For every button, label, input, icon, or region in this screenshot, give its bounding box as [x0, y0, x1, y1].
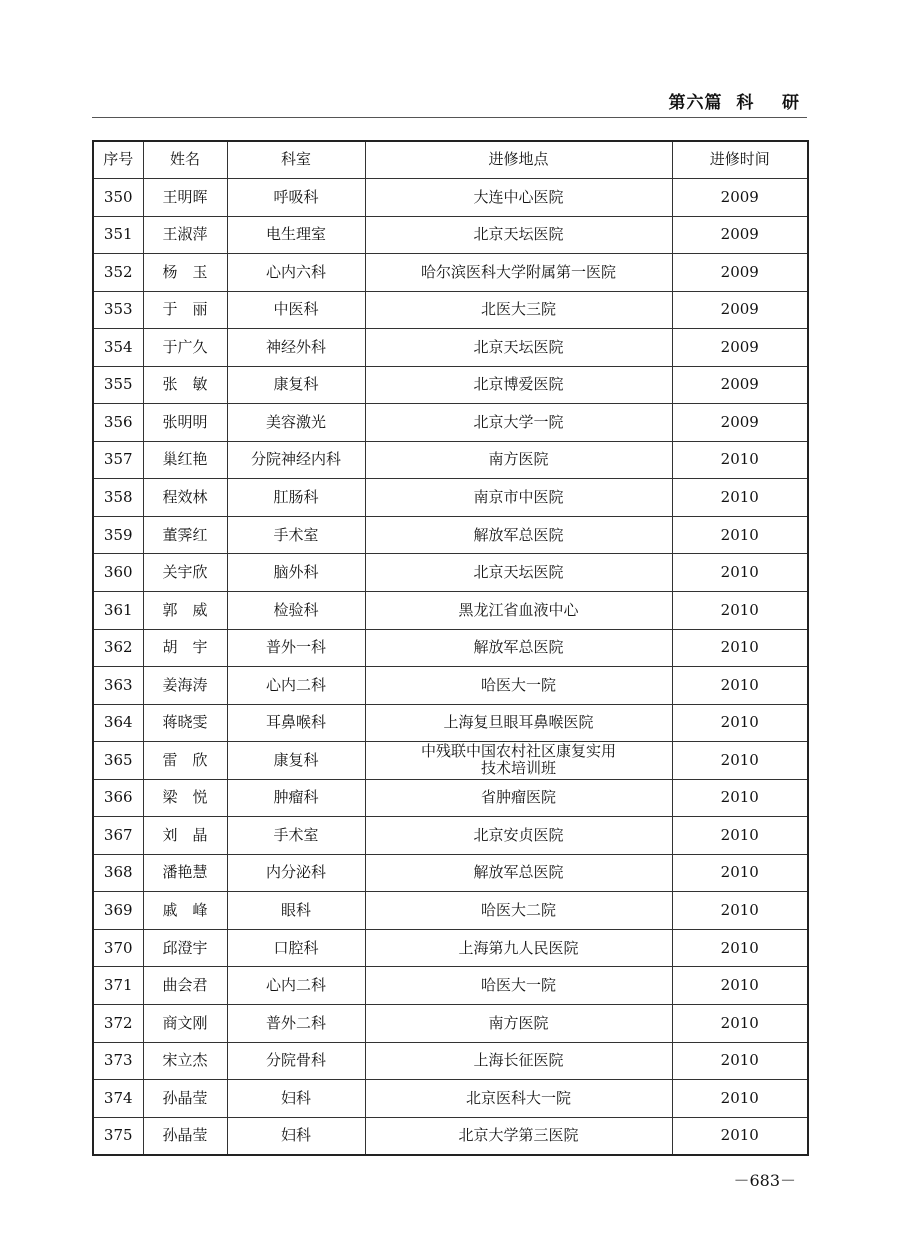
cell-department: 内分泌科: [227, 854, 365, 892]
cell-department: 手术室: [227, 516, 365, 554]
cell-year: 2010: [672, 554, 808, 592]
cell-name: 雷 欣: [143, 742, 227, 780]
cell-index: 375: [93, 1117, 143, 1155]
cell-name: 巢红艳: [143, 441, 227, 479]
table-row: [93, 479, 808, 517]
table-row: [93, 1042, 808, 1080]
table-row: [93, 1005, 808, 1043]
table-row: [93, 216, 808, 254]
cell-name: 蒋晓雯: [143, 704, 227, 742]
cell-year: 2010: [672, 479, 808, 517]
cell-index: 350: [93, 179, 143, 217]
cell-name: 商文刚: [143, 1005, 227, 1043]
cell-index: 371: [93, 967, 143, 1005]
cell-index: 362: [93, 629, 143, 667]
cell-index: 357: [93, 441, 143, 479]
cell-department: 普外二科: [227, 1005, 365, 1043]
cell-location: 北京安贞医院: [365, 817, 672, 855]
cell-index: 364: [93, 704, 143, 742]
cell-name: 关宇欣: [143, 554, 227, 592]
table-row: [93, 366, 808, 404]
table-row: [93, 179, 808, 217]
cell-location: 省肿瘤医院: [365, 779, 672, 817]
column-header-location: 进修地点: [365, 141, 672, 179]
cell-location: 解放军总医院: [365, 516, 672, 554]
cell-index: 356: [93, 404, 143, 442]
table-row: [93, 742, 808, 780]
cell-index: 352: [93, 254, 143, 292]
cell-index: 373: [93, 1042, 143, 1080]
cell-index: 367: [93, 817, 143, 855]
cell-index: 366: [93, 779, 143, 817]
cell-department: 妇科: [227, 1117, 365, 1155]
table-row: [93, 629, 808, 667]
cell-location: 解放军总医院: [365, 854, 672, 892]
cell-name: 王淑萍: [143, 216, 227, 254]
cell-location: 北京博爱医院: [365, 366, 672, 404]
cell-year: 2010: [672, 1117, 808, 1155]
cell-department: 耳鼻喉科: [227, 704, 365, 742]
cell-year: 2010: [672, 1005, 808, 1043]
cell-location: 黑龙江省血液中心: [365, 592, 672, 630]
cell-year: 2010: [672, 779, 808, 817]
table-row: [93, 704, 808, 742]
cell-location: 哈医大一院: [365, 667, 672, 705]
cell-location: 北京天坛医院: [365, 329, 672, 367]
cell-department: 心内二科: [227, 667, 365, 705]
cell-name: 于 丽: [143, 291, 227, 329]
cell-department: 妇科: [227, 1080, 365, 1118]
cell-name: 邱澄宇: [143, 929, 227, 967]
cell-year: 2010: [672, 441, 808, 479]
column-header-index: 序号: [93, 141, 143, 179]
cell-department: 肛肠科: [227, 479, 365, 517]
cell-index: 351: [93, 216, 143, 254]
cell-department: 分院神经内科: [227, 441, 365, 479]
cell-name: 张明明: [143, 404, 227, 442]
cell-index: 368: [93, 854, 143, 892]
cell-location: 北京大学一院: [365, 404, 672, 442]
column-header-year: 进修时间: [672, 141, 808, 179]
cell-index: 372: [93, 1005, 143, 1043]
cell-year: 2009: [672, 404, 808, 442]
cell-name: 梁 悦: [143, 779, 227, 817]
cell-location: 大连中心医院: [365, 179, 672, 217]
cell-location: 解放军总医院: [365, 629, 672, 667]
cell-index: 359: [93, 516, 143, 554]
cell-year: 2010: [672, 742, 808, 780]
cell-year: 2009: [672, 179, 808, 217]
cell-department: 口腔科: [227, 929, 365, 967]
table-row: [93, 329, 808, 367]
chapter-title: 第六篇 科 研: [668, 93, 800, 113]
cell-name: 潘艳慧: [143, 854, 227, 892]
cell-name: 郭 威: [143, 592, 227, 630]
cell-index: 360: [93, 554, 143, 592]
cell-department: 眼科: [227, 892, 365, 930]
cell-year: 2010: [672, 516, 808, 554]
cell-department: 肿瘤科: [227, 779, 365, 817]
cell-year: 2009: [672, 329, 808, 367]
cell-name: 曲会君: [143, 967, 227, 1005]
cell-year: 2010: [672, 704, 808, 742]
cell-name: 王明晖: [143, 179, 227, 217]
table-row: [93, 592, 808, 630]
column-header-name: 姓名: [143, 141, 227, 179]
cell-year: 2009: [672, 216, 808, 254]
cell-name: 董霁红: [143, 516, 227, 554]
cell-department: 手术室: [227, 817, 365, 855]
cell-department: 心内二科: [227, 967, 365, 1005]
cell-name: 张 敏: [143, 366, 227, 404]
cell-location: 哈医大一院: [365, 967, 672, 1005]
cell-location: 北医大三院: [365, 291, 672, 329]
table-row: [93, 817, 808, 855]
cell-department: 神经外科: [227, 329, 365, 367]
cell-year: 2010: [672, 854, 808, 892]
cell-index: 365: [93, 742, 143, 780]
table-body: [93, 179, 808, 1156]
cell-location: 南方医院: [365, 1005, 672, 1043]
cell-name: 宋立杰: [143, 1042, 227, 1080]
cell-name: 刘 晶: [143, 817, 227, 855]
cell-index: 355: [93, 366, 143, 404]
cell-department: 检验科: [227, 592, 365, 630]
cell-index: 354: [93, 329, 143, 367]
cell-location: 南京市中医院: [365, 479, 672, 517]
cell-year: 2010: [672, 629, 808, 667]
cell-location: 北京天坛医院: [365, 216, 672, 254]
table-row: [93, 291, 808, 329]
table-row: [93, 1117, 808, 1155]
training-records-table: [92, 140, 809, 1156]
cell-name: 戚 峰: [143, 892, 227, 930]
cell-department: 康复科: [227, 366, 365, 404]
cell-department: 中医科: [227, 291, 365, 329]
table-row: [93, 779, 808, 817]
cell-name: 程效林: [143, 479, 227, 517]
table-row: [93, 667, 808, 705]
table-row: [93, 516, 808, 554]
cell-name: 于广久: [143, 329, 227, 367]
cell-department: 康复科: [227, 742, 365, 780]
table-row: [93, 854, 808, 892]
cell-index: 353: [93, 291, 143, 329]
cell-name: 姜海涛: [143, 667, 227, 705]
cell-year: 2010: [672, 592, 808, 630]
table-header-row: [93, 141, 808, 179]
cell-name: 杨 玉: [143, 254, 227, 292]
cell-year: 2010: [672, 892, 808, 930]
cell-location: 南方医院: [365, 441, 672, 479]
cell-department: 电生理室: [227, 216, 365, 254]
cell-year: 2010: [672, 929, 808, 967]
cell-location: 上海复旦眼耳鼻喉医院: [365, 704, 672, 742]
table-row: [93, 441, 808, 479]
table-row: [93, 929, 808, 967]
table-row: [93, 967, 808, 1005]
cell-index: 374: [93, 1080, 143, 1118]
header-rule: [92, 117, 807, 118]
cell-location: 哈尔滨医科大学附属第一医院: [365, 254, 672, 292]
cell-location: 上海第九人民医院: [365, 929, 672, 967]
cell-index: 358: [93, 479, 143, 517]
cell-location: 中残联中国农村社区康复实用 技术培训班: [365, 742, 672, 780]
cell-year: 2010: [672, 667, 808, 705]
table-row: [93, 554, 808, 592]
cell-index: 369: [93, 892, 143, 930]
cell-year: 2010: [672, 967, 808, 1005]
cell-name: 胡 宇: [143, 629, 227, 667]
cell-department: 普外一科: [227, 629, 365, 667]
table-row: [93, 254, 808, 292]
cell-location: 上海长征医院: [365, 1042, 672, 1080]
cell-department: 呼吸科: [227, 179, 365, 217]
cell-year: 2010: [672, 817, 808, 855]
cell-year: 2010: [672, 1080, 808, 1118]
cell-name: 孙晶莹: [143, 1080, 227, 1118]
cell-index: 370: [93, 929, 143, 967]
cell-index: 361: [93, 592, 143, 630]
cell-year: 2009: [672, 291, 808, 329]
cell-location: 北京医科大一院: [365, 1080, 672, 1118]
cell-location: 北京天坛医院: [365, 554, 672, 592]
table-row: [93, 892, 808, 930]
cell-year: 2010: [672, 1042, 808, 1080]
column-header-department: 科室: [227, 141, 365, 179]
cell-name: 孙晶莹: [143, 1117, 227, 1155]
cell-department: 分院骨科: [227, 1042, 365, 1080]
cell-location: 北京大学第三医院: [365, 1117, 672, 1155]
cell-index: 363: [93, 667, 143, 705]
table-row: [93, 404, 808, 442]
cell-department: 脑外科: [227, 554, 365, 592]
cell-year: 2009: [672, 254, 808, 292]
table-row: [93, 1080, 808, 1118]
cell-department: 美容激光: [227, 404, 365, 442]
cell-year: 2009: [672, 366, 808, 404]
cell-location: 哈医大二院: [365, 892, 672, 930]
cell-department: 心内六科: [227, 254, 365, 292]
page-number: －683－: [733, 1171, 796, 1190]
